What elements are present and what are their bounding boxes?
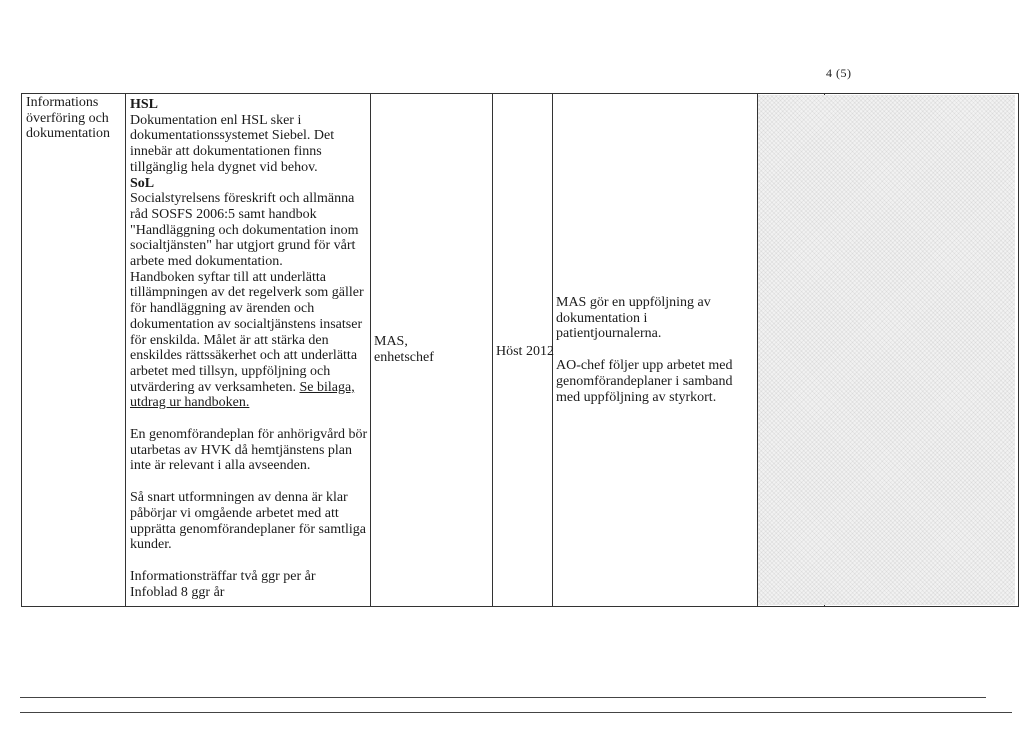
sol-text-line: för enskilda. Målet är att stärka den xyxy=(130,332,329,348)
followup-cell xyxy=(556,295,754,405)
shaded-columns xyxy=(758,95,1015,605)
appendix-link[interactable]: utdrag ur handboken. xyxy=(130,395,250,411)
sol-text-line: arbetet med tillsyn, uppföljning och xyxy=(130,363,331,379)
footer-rule xyxy=(20,697,986,698)
sol-text-line: för handläggning av ärenden och xyxy=(130,301,315,317)
hsl-text-line: Dokumentation enl HSL sker i xyxy=(130,112,302,128)
timeline-text: Höst 2012 xyxy=(496,344,554,359)
table-border-left xyxy=(21,94,22,606)
followup-line: genomförandeplaner i samband xyxy=(556,373,733,389)
info-text-line: Informationsträffar två ggr per år xyxy=(130,568,316,584)
followup-line: med uppföljning av styrkort. xyxy=(556,389,717,405)
info-text-line: Infoblad 8 ggr år xyxy=(130,584,225,600)
sol-text-line: råd SOSFS 2006:5 samt handbok xyxy=(130,206,317,222)
page-number: 4 (5) xyxy=(826,66,852,80)
sol-text-line: arbete med dokumentation. xyxy=(130,254,283,270)
plan-text-line: utarbetas av HVK då hemtjänstens plan xyxy=(130,442,352,458)
sol-text-line: socialtjänsten" har utgjort grund för vårt xyxy=(130,238,356,254)
measures-cell xyxy=(130,97,368,600)
column-divider xyxy=(492,94,493,606)
sol-text-line: Handboken syftar till att underlätta xyxy=(130,269,326,285)
table-border-right xyxy=(1018,94,1019,606)
sol-heading: SoL xyxy=(130,175,155,191)
area-line: överföring och xyxy=(26,110,109,126)
area-cell xyxy=(26,95,126,142)
hsl-text-line: innebär att dokumentationen finns xyxy=(130,144,322,160)
followup-line: patientjournalerna. xyxy=(556,326,662,342)
footer-rule xyxy=(20,712,1012,713)
sol-text-line: tillämpningen av det regelverk som gäller xyxy=(130,285,364,301)
sol-text-line: dokumentation av socialtjänstens insatser xyxy=(130,316,363,332)
action-plan-table xyxy=(21,93,1019,607)
plan-text-line: inte är relevant i alla avseenden. xyxy=(130,458,311,474)
hsl-text-line: dokumentationssystemet Siebel. Det xyxy=(130,128,335,144)
column-divider xyxy=(125,94,126,606)
column-divider xyxy=(370,94,371,606)
followup-line: dokumentation i xyxy=(556,310,648,326)
start-text-line: påbörjar vi omgående arbetet med att xyxy=(130,505,339,521)
responsible-cell xyxy=(374,334,489,365)
area-line: Informations xyxy=(26,95,99,110)
start-text-line: Så snart utformningen av denna är klar xyxy=(130,490,348,506)
sol-text-line: enskildes rättssäkerhet och att underlätta xyxy=(130,348,358,364)
sol-text-fragment: utvärdering av verksamheten. xyxy=(130,379,300,395)
hsl-heading: HSL xyxy=(130,97,159,112)
area-line: dokumentation xyxy=(26,126,110,142)
followup-line: MAS gör en uppföljning av xyxy=(556,295,711,310)
appendix-link[interactable]: Se bilaga, xyxy=(299,379,355,395)
plan-text-line: En genomförandeplan för anhörigvård bör xyxy=(130,427,368,443)
sol-text-line: Socialstyrelsens föreskrift och allmänna xyxy=(130,191,355,207)
responsible-line: enhetschef xyxy=(374,349,434,365)
followup-line: AO-chef följer upp arbetet med xyxy=(556,358,733,374)
responsible-line: MAS, xyxy=(374,334,408,349)
sol-text-line: "Handläggning och dokumentation inom xyxy=(130,222,359,238)
start-text-line: upprätta genomförandeplaner för samtliga xyxy=(130,521,366,537)
sol-text-line xyxy=(130,380,368,396)
start-text-line: kunder. xyxy=(130,537,172,553)
hsl-text-line: tillgänglig hela dygnet vid behov. xyxy=(130,159,318,175)
